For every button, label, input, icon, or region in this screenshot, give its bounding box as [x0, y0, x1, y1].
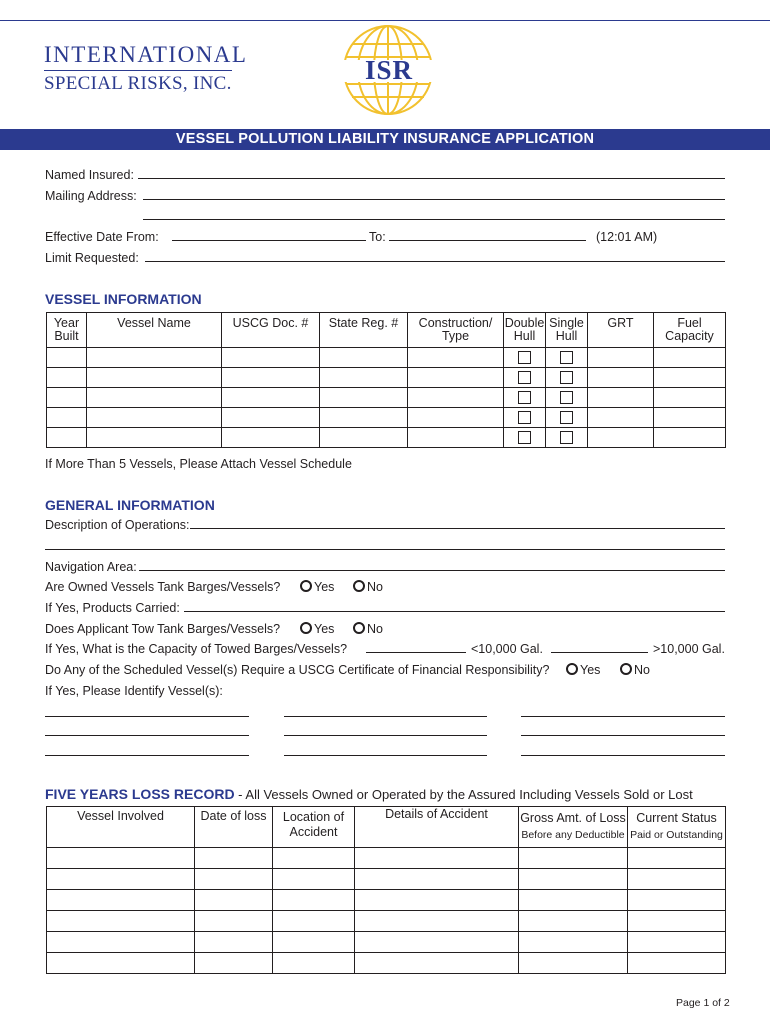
loss-cell[interactable]: [628, 911, 726, 932]
general-information-heading: GENERAL INFORMATION: [45, 497, 215, 513]
double-hull-checkbox[interactable]: [518, 391, 531, 404]
col-fuel-capacity: Fuel Capacity: [654, 313, 726, 348]
description-of-operations-field-2[interactable]: [45, 549, 725, 550]
vessel-cell[interactable]: [87, 408, 222, 428]
tank-barges-no-option[interactable]: No: [353, 580, 383, 594]
loss-cell[interactable]: [195, 953, 273, 974]
loss-cell[interactable]: [195, 848, 273, 869]
vessel-cell[interactable]: [588, 388, 654, 408]
vessel-cell[interactable]: [87, 368, 222, 388]
single-hull-checkbox[interactable]: [560, 431, 573, 444]
mailing-address-field-2[interactable]: [143, 219, 725, 220]
loss-cell[interactable]: [355, 932, 519, 953]
named-insured-label: Named Insured:: [45, 168, 134, 182]
loss-cell[interactable]: [273, 890, 355, 911]
over-10000-gal-field[interactable]: [551, 652, 648, 653]
double-hull-checkbox[interactable]: [518, 411, 531, 424]
single-hull-checkbox[interactable]: [560, 411, 573, 424]
loss-cell[interactable]: [47, 890, 195, 911]
uscg-cert-no-radio[interactable]: [620, 663, 632, 675]
double-hull-cell: [504, 408, 546, 428]
uscg-cert-yes-option[interactable]: Yes: [566, 663, 600, 677]
col-year-built: Year Built: [47, 313, 87, 348]
double-hull-cell: [504, 388, 546, 408]
limit-requested-label: Limit Requested:: [45, 251, 139, 265]
logo-text: ISR: [364, 55, 414, 85]
navigation-area-field[interactable]: [139, 570, 725, 571]
vessel-cell[interactable]: [222, 428, 320, 448]
double-hull-checkbox[interactable]: [518, 431, 531, 444]
vessel-cell[interactable]: [47, 348, 87, 368]
col-double-hull: Double Hull: [504, 313, 546, 348]
vessel-cell[interactable]: [320, 348, 408, 368]
limit-requested-field[interactable]: [145, 261, 725, 262]
description-of-operations-label: Description of Operations:: [45, 518, 190, 532]
vessel-cell[interactable]: [222, 408, 320, 428]
vessel-cell[interactable]: [408, 408, 504, 428]
vessel-table: [46, 312, 726, 448]
vessel-id-field[interactable]: [521, 755, 725, 756]
tow-yes-radio[interactable]: [300, 622, 312, 634]
loss-cell[interactable]: [628, 848, 726, 869]
vessel-cell[interactable]: [222, 348, 320, 368]
vessel-id-field[interactable]: [284, 755, 487, 756]
loss-cell[interactable]: [47, 911, 195, 932]
over-10000-gal-label: >10,000 Gal.: [653, 642, 725, 656]
col-date-of-loss: Date of loss: [195, 807, 273, 848]
vessel-id-field[interactable]: [45, 755, 249, 756]
loss-cell[interactable]: [355, 953, 519, 974]
col-grt: GRT: [588, 313, 654, 348]
vessel-id-field[interactable]: [521, 716, 725, 717]
navigation-area-label: Navigation Area:: [45, 560, 137, 574]
tow-no-option[interactable]: No: [353, 622, 383, 636]
vessel-cell[interactable]: [408, 428, 504, 448]
vessel-cell[interactable]: [87, 348, 222, 368]
loss-cell[interactable]: [273, 848, 355, 869]
loss-cell[interactable]: [519, 953, 628, 974]
loss-row: [47, 953, 726, 974]
double-hull-cell: [504, 348, 546, 368]
loss-cell[interactable]: [47, 848, 195, 869]
tank-barges-yes-option[interactable]: Yes: [300, 580, 334, 594]
loss-cell[interactable]: [273, 932, 355, 953]
loss-row: [47, 911, 726, 932]
mailing-address-label: Mailing Address:: [45, 189, 137, 203]
vessel-cell[interactable]: [588, 368, 654, 388]
vessel-id-field[interactable]: [45, 716, 249, 717]
loss-cell[interactable]: [628, 953, 726, 974]
vessel-cell[interactable]: [87, 428, 222, 448]
loss-row: [47, 890, 726, 911]
named-insured-field[interactable]: [138, 178, 725, 179]
loss-cell[interactable]: [519, 869, 628, 890]
vessel-cell[interactable]: [320, 368, 408, 388]
vessel-row: [47, 368, 726, 388]
page-number: Page 1 of 2: [676, 997, 730, 1009]
loss-row: [47, 869, 726, 890]
loss-record-heading: FIVE YEARS LOSS RECORD: [45, 786, 235, 802]
double-hull-checkbox[interactable]: [518, 371, 531, 384]
effective-time-label: (12:01 AM): [596, 230, 658, 244]
tow-tank-barges-question: Does Applicant Tow Tank Barges/Vessels?: [45, 622, 281, 636]
loss-cell[interactable]: [47, 869, 195, 890]
col-current-status: Current Status Paid or Outstanding: [628, 807, 726, 848]
vessel-cell[interactable]: [320, 388, 408, 408]
col-gross-amt-of-loss: Gross Amt. of Loss Before any Deductible: [519, 807, 628, 848]
vessel-cell[interactable]: [47, 388, 87, 408]
single-hull-cell: [546, 388, 588, 408]
vessel-cell[interactable]: [47, 408, 87, 428]
loss-cell[interactable]: [273, 869, 355, 890]
vessel-cell[interactable]: [320, 428, 408, 448]
loss-record-heading-line: [45, 787, 693, 802]
towed-capacity-question: If Yes, What is the Capacity of Towed Barges/Vessels?: [45, 642, 348, 656]
header-rule: [0, 20, 770, 21]
loss-row: [47, 932, 726, 953]
loss-cell[interactable]: [355, 848, 519, 869]
vessel-information-heading: VESSEL INFORMATION: [45, 291, 202, 307]
single-hull-cell: [546, 408, 588, 428]
vessel-cell[interactable]: [222, 368, 320, 388]
vessel-cell[interactable]: [654, 428, 726, 448]
products-carried-field[interactable]: [184, 611, 725, 612]
vessel-cell[interactable]: [320, 408, 408, 428]
vessel-row: [47, 348, 726, 368]
vessel-row: [47, 388, 726, 408]
col-single-hull: Single Hull: [546, 313, 588, 348]
uscg-cert-yes-radio[interactable]: [566, 663, 578, 675]
col-vessel-involved: Vessel Involved: [47, 807, 195, 848]
loss-cell[interactable]: [628, 932, 726, 953]
loss-cell[interactable]: [195, 911, 273, 932]
effective-date-to-field[interactable]: [389, 240, 586, 241]
under-10000-gal-field[interactable]: [366, 652, 466, 653]
company-name-line2: SPECIAL RISKS, INC.: [44, 73, 232, 94]
effective-date-from-label: Effective Date From:: [45, 230, 159, 244]
vessel-id-field[interactable]: [521, 735, 725, 736]
tank-barges-yes-radio[interactable]: [300, 580, 312, 592]
loss-cell[interactable]: [355, 911, 519, 932]
vessel-cell[interactable]: [408, 368, 504, 388]
vessel-cell[interactable]: [654, 388, 726, 408]
col-vessel-name: Vessel Name: [87, 313, 222, 348]
products-carried-label: If Yes, Products Carried:: [45, 601, 180, 615]
vessel-schedule-note: If More Than 5 Vessels, Please Attach Vessel Schedule: [45, 457, 352, 471]
col-state-reg: State Reg. #: [320, 313, 408, 348]
identify-vessels-label: If Yes, Please Identify Vessel(s):: [45, 684, 223, 698]
uscg-certificate-question: Do Any of the Scheduled Vessel(s) Require a USCG Certificate of Financial Responsibility?: [45, 663, 550, 677]
loss-cell[interactable]: [519, 911, 628, 932]
double-hull-checkbox[interactable]: [518, 351, 531, 364]
single-hull-cell: [546, 428, 588, 448]
vessel-id-field[interactable]: [45, 735, 249, 736]
loss-row: [47, 848, 726, 869]
single-hull-checkbox[interactable]: [560, 351, 573, 364]
vessel-table-header: [47, 313, 726, 348]
loss-table-header: [47, 807, 726, 848]
loss-cell[interactable]: [47, 932, 195, 953]
vessel-cell[interactable]: [654, 408, 726, 428]
single-hull-cell: [546, 348, 588, 368]
vessel-row: [47, 408, 726, 428]
vessel-id-field[interactable]: [284, 735, 487, 736]
loss-record-table: [46, 806, 726, 974]
uscg-cert-no-option[interactable]: No: [620, 663, 650, 677]
loss-cell[interactable]: [628, 890, 726, 911]
vessel-cell[interactable]: [222, 388, 320, 408]
vessel-cell[interactable]: [588, 348, 654, 368]
effective-date-to-label: To:: [369, 230, 386, 244]
vessel-id-field[interactable]: [284, 716, 487, 717]
vessel-cell[interactable]: [654, 348, 726, 368]
vessel-cell[interactable]: [408, 388, 504, 408]
page-title: VESSEL POLLUTION LIABILITY INSURANCE APPLICATION: [0, 129, 770, 150]
vessel-cell[interactable]: [47, 368, 87, 388]
loss-cell[interactable]: [273, 953, 355, 974]
single-hull-cell: [546, 368, 588, 388]
loss-cell[interactable]: [519, 890, 628, 911]
col-location-of-accident: Location of Accident: [273, 807, 355, 848]
single-hull-checkbox[interactable]: [560, 371, 573, 384]
tank-barges-no-radio[interactable]: [353, 580, 365, 592]
col-construction-type: Construction/ Type: [408, 313, 504, 348]
vessel-cell[interactable]: [47, 428, 87, 448]
loss-cell[interactable]: [273, 911, 355, 932]
loss-cell[interactable]: [519, 848, 628, 869]
loss-cell[interactable]: [195, 869, 273, 890]
tow-no-radio[interactable]: [353, 622, 365, 634]
description-of-operations-field[interactable]: [190, 528, 725, 529]
vessel-cell[interactable]: [87, 388, 222, 408]
double-hull-cell: [504, 428, 546, 448]
loss-cell[interactable]: [628, 869, 726, 890]
loss-cell[interactable]: [355, 890, 519, 911]
single-hull-checkbox[interactable]: [560, 391, 573, 404]
loss-record-subheading: - All Vessels Owned or Operated by the Assured Including Vessels Sold or Lost: [234, 787, 693, 802]
company-name-line1: INTERNATIONAL: [44, 42, 248, 67]
loss-cell[interactable]: [195, 890, 273, 911]
effective-date-from-field[interactable]: [172, 240, 366, 241]
company-divider: [44, 70, 232, 71]
under-10000-gal-label: <10,000 Gal.: [471, 642, 543, 656]
vessel-cell[interactable]: [654, 368, 726, 388]
mailing-address-field[interactable]: [143, 199, 725, 200]
vessel-cell[interactable]: [588, 408, 654, 428]
vessel-row: [47, 428, 726, 448]
loss-cell[interactable]: [519, 932, 628, 953]
loss-cell[interactable]: [355, 869, 519, 890]
loss-cell[interactable]: [47, 953, 195, 974]
col-details-of-accident: Details of Accident: [355, 807, 519, 848]
double-hull-cell: [504, 368, 546, 388]
col-uscg-doc: USCG Doc. #: [222, 313, 320, 348]
tank-barges-question: Are Owned Vessels Tank Barges/Vessels?: [45, 580, 281, 594]
tow-yes-option[interactable]: Yes: [300, 622, 334, 636]
loss-cell[interactable]: [195, 932, 273, 953]
vessel-cell[interactable]: [408, 348, 504, 368]
vessel-cell[interactable]: [588, 428, 654, 448]
